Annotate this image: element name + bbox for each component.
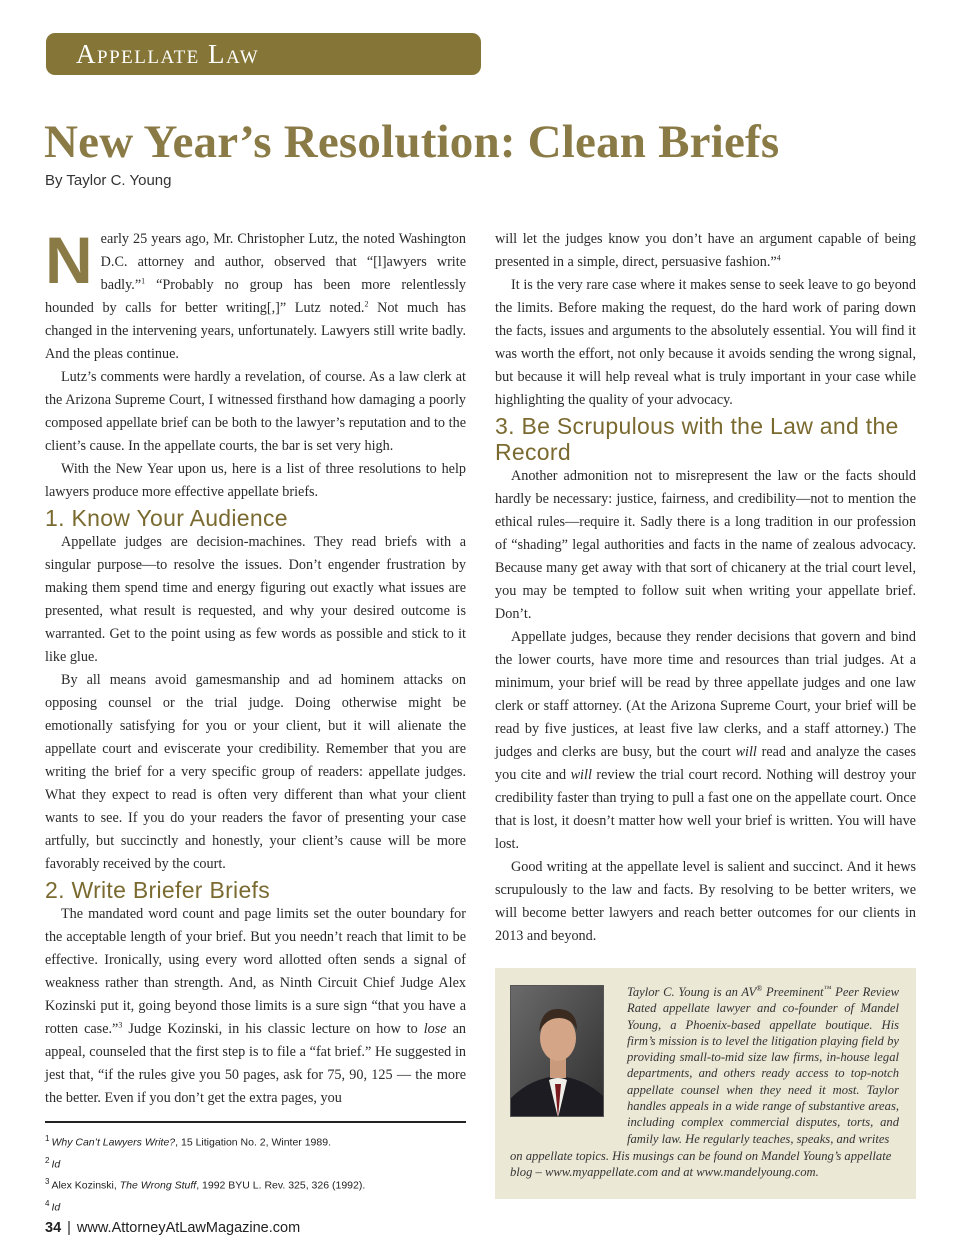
author-bio — [627, 984, 899, 1147]
text: “Probably no group has been more relentlessly hounded by calls for better writing[,]” Lutz noted. — [45, 277, 466, 316]
footnote-ref[interactable]: 1 — [141, 276, 146, 286]
subhead-write-briefer-briefs: 2. Write Briefer Briefs — [45, 877, 271, 903]
text: read and analyze the cases you cite and — [495, 744, 916, 783]
paragraph — [45, 223, 466, 366]
footnote-text: , 1992 BYU L. Rev. 325, 326 (1992). — [196, 1179, 366, 1192]
author-bio-box — [495, 968, 916, 1199]
text: will let the judges know you don’t have an argument capable of being presented in a simple, direct, persuasive fashion.” — [495, 231, 916, 270]
paragraph: Appellate judges are decision-machines. They read briefs with a singular purpose—to resolve the issues. Don’t engender frustration by making them spend time and energy figuring out exactly what issues are presented, what result is requested, and why your desired outcome is warranted. Get to the point using as few words as possible and stick to it like glue. — [45, 534, 466, 665]
footnote-number: 3 — [45, 1177, 50, 1186]
footnote-number: 4 — [45, 1198, 50, 1208]
page-number: 34 — [45, 1220, 62, 1236]
emphasis: will — [735, 744, 757, 760]
footnote — [45, 1173, 466, 1195]
footer-separator: | — [67, 1220, 71, 1236]
article-headline: New Year’s Resolution: Clean Briefs — [44, 116, 780, 168]
text: Peer Review Rated appellate lawyer and co-founder of Mandel Young, a Phoenix-based appellate boutique. His firm’s mission is to level the litigation playing field by providing small-to-mid size law firms, in-house legal departments, and others ready access to top-notch appellate counsel when they need it most. Taylor handles appeals in a wide range of substantive areas, including complex commercial disputes, torts, and family law. He regularly teaches, speaks, and writes — [627, 985, 899, 1146]
text: early 25 years ago, Mr. Christopher Lutz, the noted Washington D.C. attorney and author, observed that “[l]awyers write badly.” — [100, 231, 466, 293]
text: Preeminent — [762, 985, 824, 999]
subhead-know-your-audience: 1. Know Your Audience — [45, 505, 288, 531]
paragraph — [495, 228, 916, 274]
paragraph: Another admonition not to misrepresent the law or the facts should hardly be necessary: justice, fairness, and credibility—not to mention the ethical rules—require it. Sadly there is a long tradition in our profession of “shading” legal authorities and facts in the name of zealous advocacy. Because many get away with that sort of chicanery at the trial court level, you may be tempted to follow suit when writing your appellate brief. Don’t. — [495, 468, 916, 622]
page-footer — [45, 1220, 300, 1236]
footnote-text: , 15 Litigation No. 2, Winter 1989. — [175, 1136, 331, 1149]
trademark-mark: ™ — [823, 983, 832, 993]
emphasis: lose — [423, 1021, 447, 1037]
footnote-divider — [45, 1121, 466, 1123]
byline: By Taylor C. Young — [45, 172, 172, 189]
section-label: Appellate Law — [76, 39, 260, 69]
footnote-number: 2 — [45, 1155, 50, 1165]
text: Not much has changed in the intervening years, unfortunately. Lawyers still write badly. And the pleas continue. — [45, 300, 466, 362]
portrait-image — [511, 986, 604, 1117]
footnote — [45, 1152, 466, 1174]
footnote-title: Why Can’t Lawyers Write? — [51, 1136, 176, 1149]
text: Taylor C. Young is an AV — [627, 985, 757, 999]
footnote-ref[interactable]: 4 — [776, 253, 781, 263]
author-bio-tail: on appellate topics. His musings can be found on Mandel Young’s appellate blog – www.myappellate.com and at www.mandelyoung.com. — [510, 1149, 892, 1180]
emphasis: will — [570, 767, 592, 783]
paragraph — [45, 903, 466, 1110]
paragraph: With the New Year upon us, here is a list of three resolutions to help lawyers produce more effective appellate briefs. — [45, 461, 466, 500]
paragraph — [495, 626, 916, 856]
text: The mandated word count and page limits set the outer boundary for the acceptable length of your brief. But you needn’t reach that limit to be effective. Ironically, using every word allotted often sends a signal of weakness rather than strength. And, as Ninth Circuit Chief Judge Alex Kozinski put it, going beyond those limits is a sure sign “that you have a rotten case.” — [45, 906, 466, 1037]
paragraph: Lutz’s comments were hardly a revelation, of course. As a law clerk at the Arizona Supreme Court, I witnessed firsthand how damaging a poorly composed appellate brief can be both to the lawyer’s reputation and to the client’s cause. In the appellate courts, the bar is set very high. — [45, 369, 466, 454]
left-column — [45, 223, 466, 1110]
subhead-be-scrupulous: 3. Be Scrupulous with the Law and the Record — [495, 413, 899, 465]
text: Appellate judges, because they render decisions that govern and bind the lower courts, have more time and resources than trial judges. At a minimum, your brief will be read by three appellate judges and one law clerk or staff attorney. (At the Arizona Supreme Court, your brief will be read by five justices, at least five law clerks, and a staff attorney.) The judges and clerks are busy, but the court — [495, 629, 916, 760]
paragraph: By all means avoid gamesmanship and ad hominem attacks on opposing counsel or the trial judge. Doing otherwise might be emotionally satisfying for you or your client, but it will alienate the appellate court and eviscerate your credibility. Remember that you are writing the brief for a very specific group of readers: appellate judges. What they expect to read is often very different than what your client wants to see. If you do your readers the favor of presenting your case artfully, but succinctly and honestly, your client’s cause will be more favorably received by the court. — [45, 672, 466, 872]
right-column — [495, 228, 916, 948]
drop-cap: N — [45, 223, 93, 297]
footer-website[interactable]: www.AttorneyAtLawMagazine.com — [76, 1220, 301, 1236]
footnote — [45, 1130, 466, 1152]
footnote-ref[interactable]: 2 — [364, 299, 369, 309]
author-photo — [510, 985, 604, 1117]
paragraph: Good writing at the appellate level is salient and succinct. And it hews scrupulously to the law and facts. By resolving to be better writers, we will become better lawyers and reach better outcomes for our clients in 2013 and beyond. — [495, 859, 916, 944]
paragraph: It is the very rare case where it makes sense to seek leave to go beyond the limits. Before making the request, do the hard work of paring down the facts, issues and arguments to the absolutely essential. You will find it was worth the effort, not only because it avoids sending the wrong signal, but because it will help reveal what is truly important in your case while highlighting the quality of your advocacy. — [495, 277, 916, 408]
text: review the trial court record. Nothing will destroy your credibility faster than trying to pull a fast one on the appellate court. Once that is lost, it doesn’t matter how well your brief is written. You will have lost. — [495, 767, 916, 852]
footnote-title: The Wrong Stuff — [119, 1179, 197, 1192]
footnote-title: Id — [51, 1158, 61, 1170]
footnote-number: 1 — [45, 1134, 50, 1143]
footnote-title: Id — [51, 1201, 61, 1213]
registered-mark: ® — [756, 983, 763, 993]
text: Judge Kozinski, in his classic lecture on how to — [122, 1021, 424, 1037]
text: an appeal, counseled that the first step is to file a “fat brief.” He suggested in jest that, “if the rules give you 50 pages, ask for 75, 90, 125 — the more the better. Even if you don’t get the extra pages, you — [45, 1021, 466, 1106]
footnotes — [45, 1130, 466, 1216]
footnote-text: Alex Kozinski, — [51, 1179, 120, 1192]
section-banner — [46, 33, 481, 75]
footnote — [45, 1195, 466, 1217]
footnote-ref[interactable]: 3 — [118, 1020, 123, 1030]
